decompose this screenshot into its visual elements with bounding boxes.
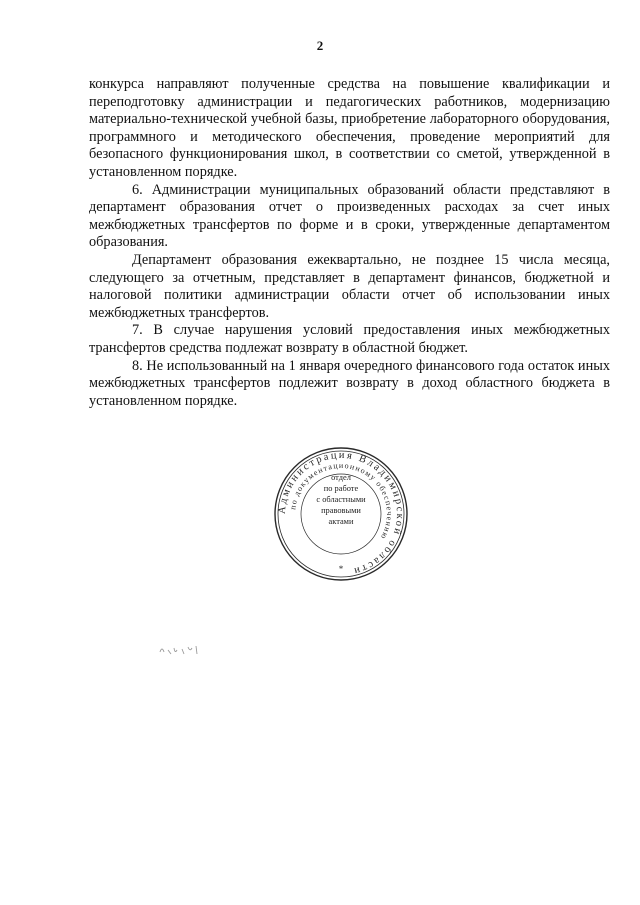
paragraph-item-9: 8. Не использованный на 1 января очередного финансового года остаток иных межбюджетных трансфертов подлежит возврату в доход областного бюджета в установленном порядке. bbox=[89, 357, 610, 409]
stamp-center-line: актами bbox=[328, 517, 354, 526]
official-stamp bbox=[270, 444, 412, 584]
paragraph-item-7: Департамент образования ежеквартально, не позднее 15 числа месяца, следующего за отчетным, представляет в департамент финансов, бюджетной и налоговой политики администрации области отчет об использовании иных межбюджетных трансфертов. bbox=[89, 251, 610, 321]
paragraph-continuation: конкурса направляют полученные средства на повышение квалификации и переподготовку администрации и педагогических работников, модернизацию материально-технической учебной базы, приобретение лабораторного оборудования, программного и методического обеспечения, проведение мероприятий для безопасного функционирования школ, в соответствии со сметой, утвержденной в установленном порядке. bbox=[89, 76, 610, 180]
handwritten-mark-icon bbox=[158, 640, 208, 658]
stamp-center-line: отдел bbox=[331, 473, 351, 482]
stamp-center-line: правовыми bbox=[321, 506, 361, 515]
paragraph-item-8: 7. В случае нарушения условий предоставления иных межбюджетных трансфертов средства подлежат возврату в областной бюджет. bbox=[89, 322, 610, 356]
document-body bbox=[89, 76, 610, 410]
stamp-star: * bbox=[338, 564, 344, 574]
stamp-center-line: с областными bbox=[316, 495, 366, 504]
paragraph-item-6: 6. Администрации муниципальных образований области представляют в департамент образования отчет о произведенных расходах за счет иных межбюджетных трансфертов по форме и в сроки, утвержденные департаментом образования. bbox=[89, 181, 610, 251]
stamp-center-line: по работе bbox=[323, 484, 359, 493]
page-number: 2 bbox=[316, 38, 324, 53]
stamp-center-text bbox=[306, 472, 376, 527]
stamp-inner-text: по документационному обеспечению bbox=[288, 460, 395, 542]
stamp-outer-text: Администрация Владимирской области bbox=[276, 449, 406, 577]
